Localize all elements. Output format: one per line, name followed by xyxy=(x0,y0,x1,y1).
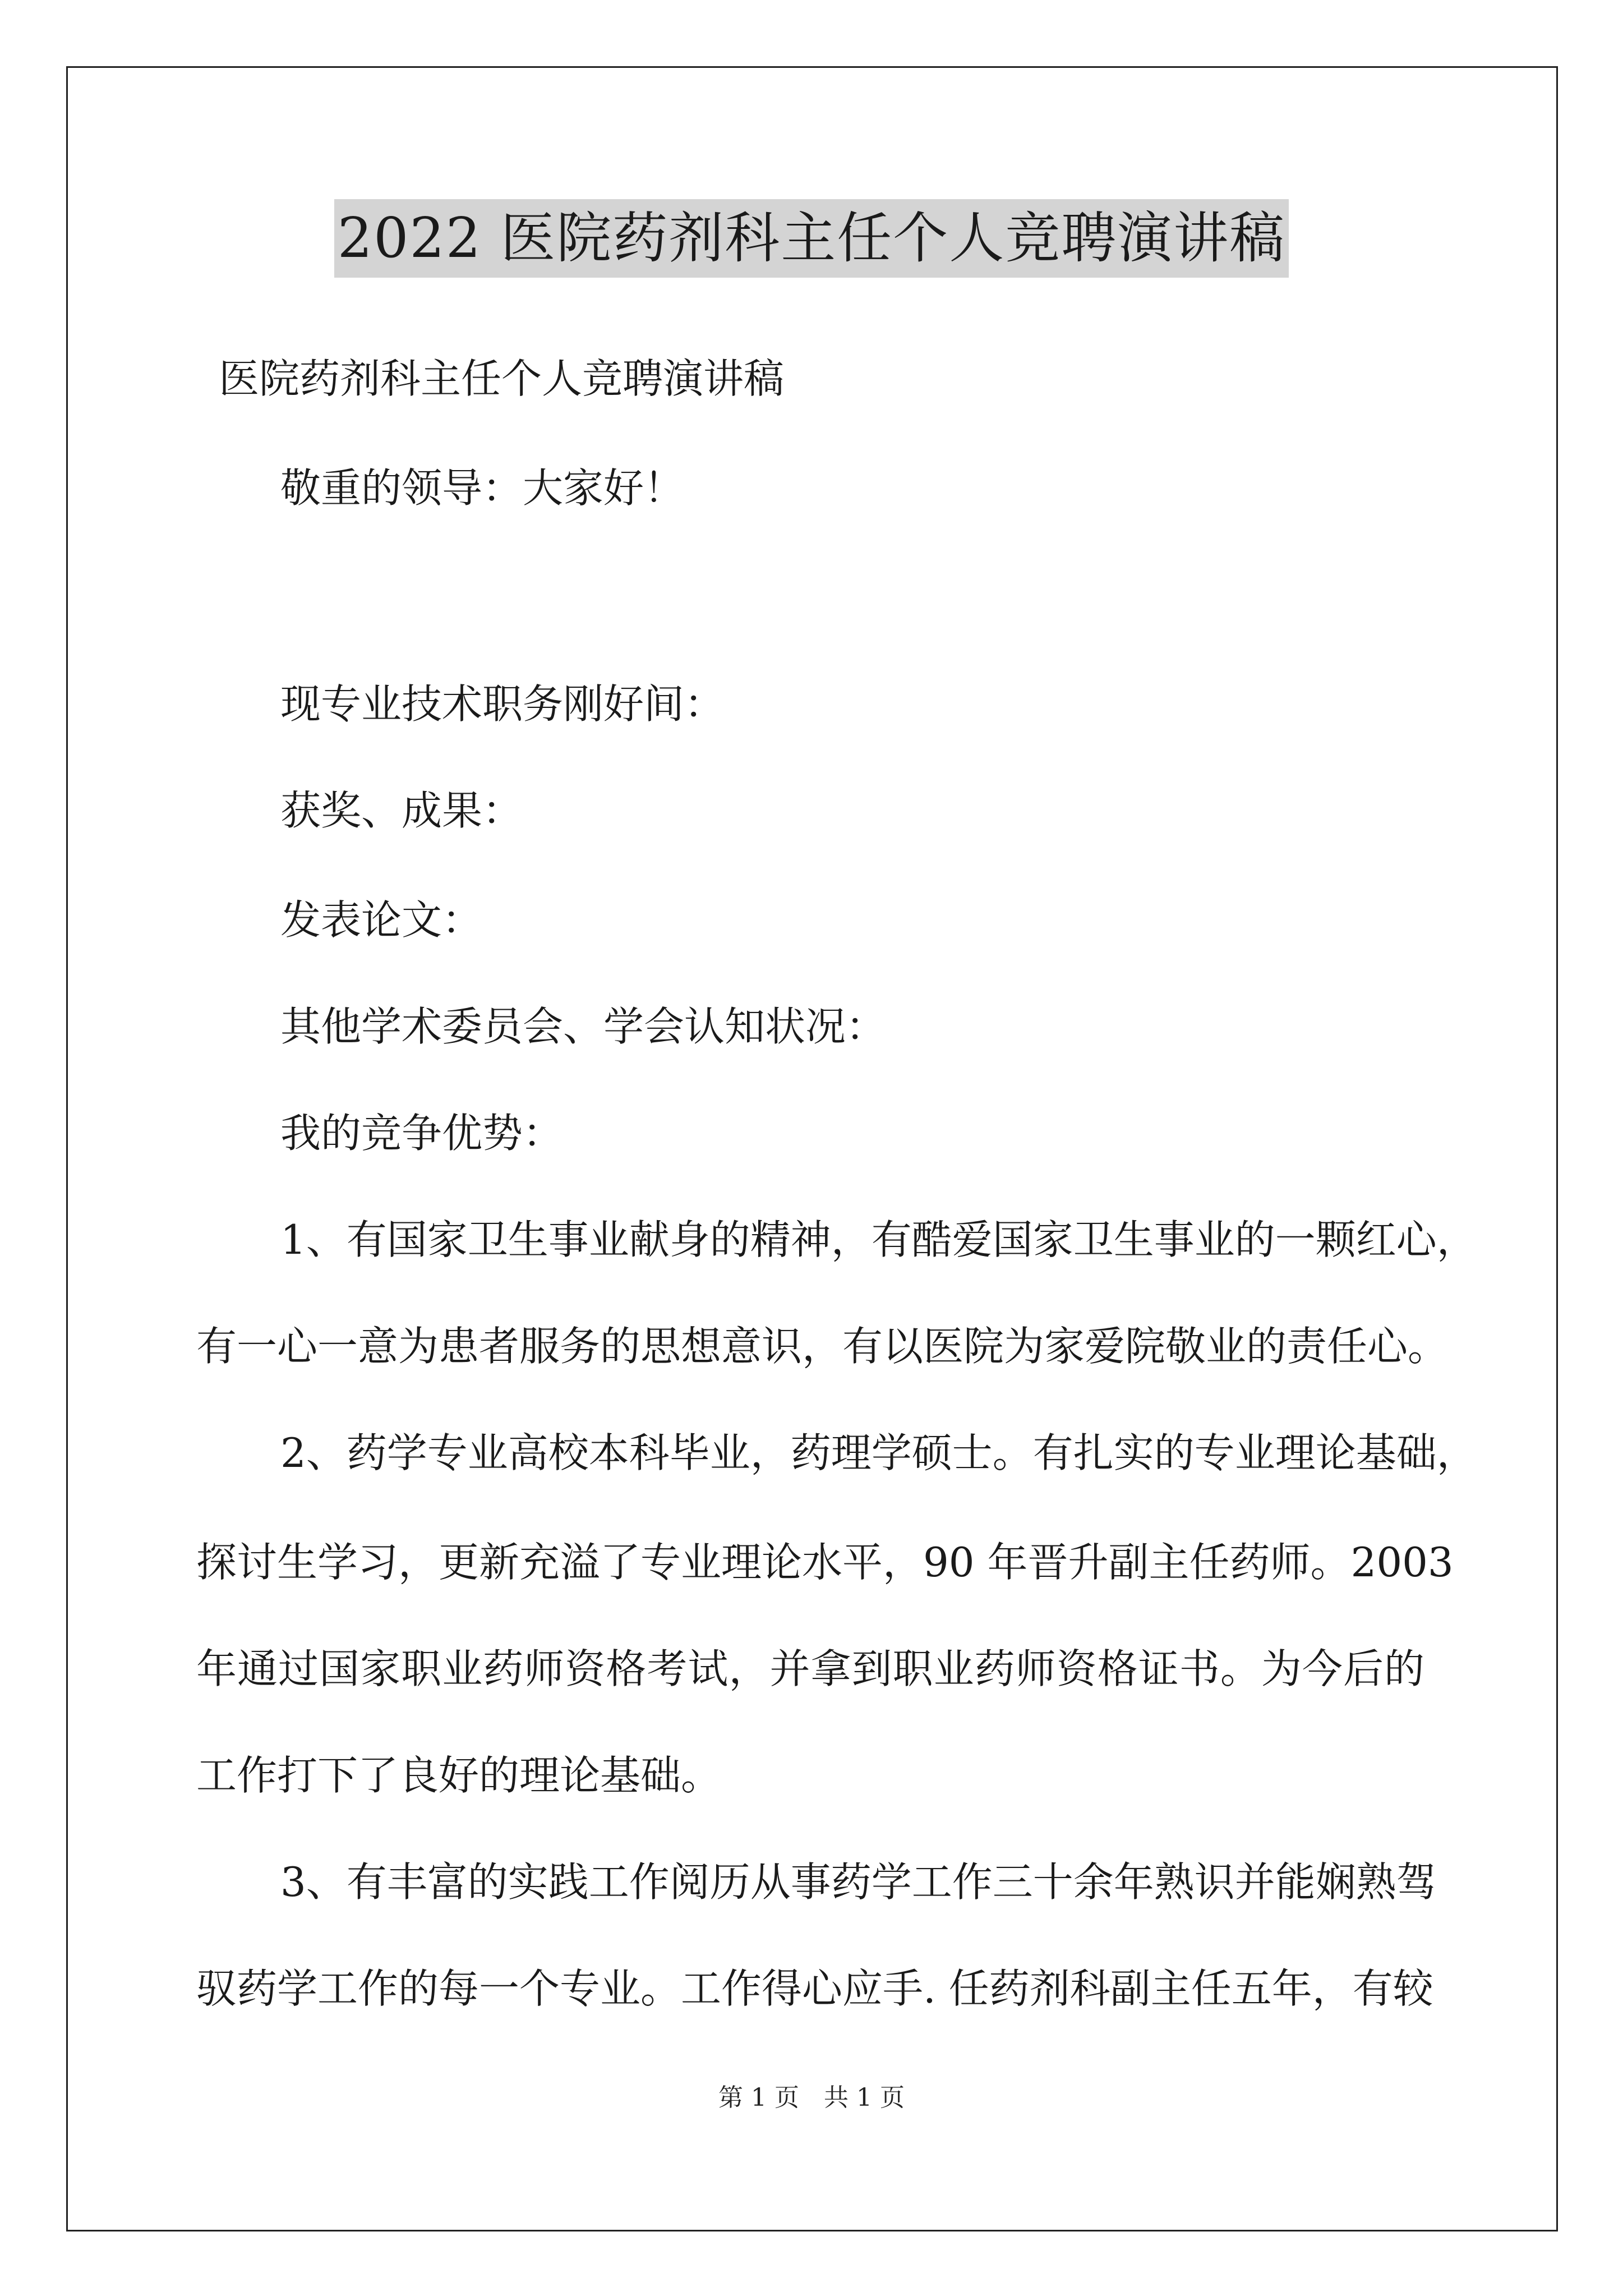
body-line-point2-a: 2、药学专业高校本科毕业，药理学硕士。有扎实的专业理论基础， xyxy=(280,1429,1477,1476)
body-line-greeting: 敬重的领导：大家好！ xyxy=(280,464,685,512)
document-title: 2022 医院药剂科主任个人竞聘演讲稿 xyxy=(334,199,1289,278)
body-line-subtitle: 医院药剂科主任个人竞聘演讲稿 xyxy=(219,355,785,402)
body-line-point3-b: 驭药学工作的每一个专业。工作得心应手. 任药剂科副主任五年，有较 xyxy=(196,1965,1433,2012)
body-line-papers: 发表论文： xyxy=(280,896,483,944)
body-line-awards: 获奖、成果： xyxy=(280,787,523,834)
body-line-point1-a: 1、有国家卫生事业献身的精神，有酷爱国家卫生事业的一颗红心， xyxy=(280,1216,1477,1263)
body-line-committees: 其他学术委员会、学会认知状况： xyxy=(280,1003,887,1050)
title-container xyxy=(0,199,1623,278)
body-line-advantages: 我的竞争优势： xyxy=(280,1110,564,1157)
body-line-point2-c: 年通过国家职业药师资格考试，并拿到职业药师资格证书。为今后的 xyxy=(196,1645,1424,1692)
body-line-point1-b: 有一心一意为患者服务的思想意识，有以医院为家爱院敬业的责任心。 xyxy=(196,1323,1449,1370)
page-number-footer: 第 1 页 共 1 页 xyxy=(718,2083,905,2112)
body-line-point2-d: 工作打下了良好的理论基础。 xyxy=(196,1752,722,1799)
body-line-point3-a: 3、有丰富的实践工作阅历从事药学工作三十余年熟识并能娴熟驾 xyxy=(280,1858,1437,1906)
body-line-point2-b: 探讨生学习，更新充溢了专业理论水平，90 年晋升副主任药师。2003 xyxy=(196,1539,1454,1586)
body-line-position: 现专业技术职务刚好间： xyxy=(280,680,725,728)
